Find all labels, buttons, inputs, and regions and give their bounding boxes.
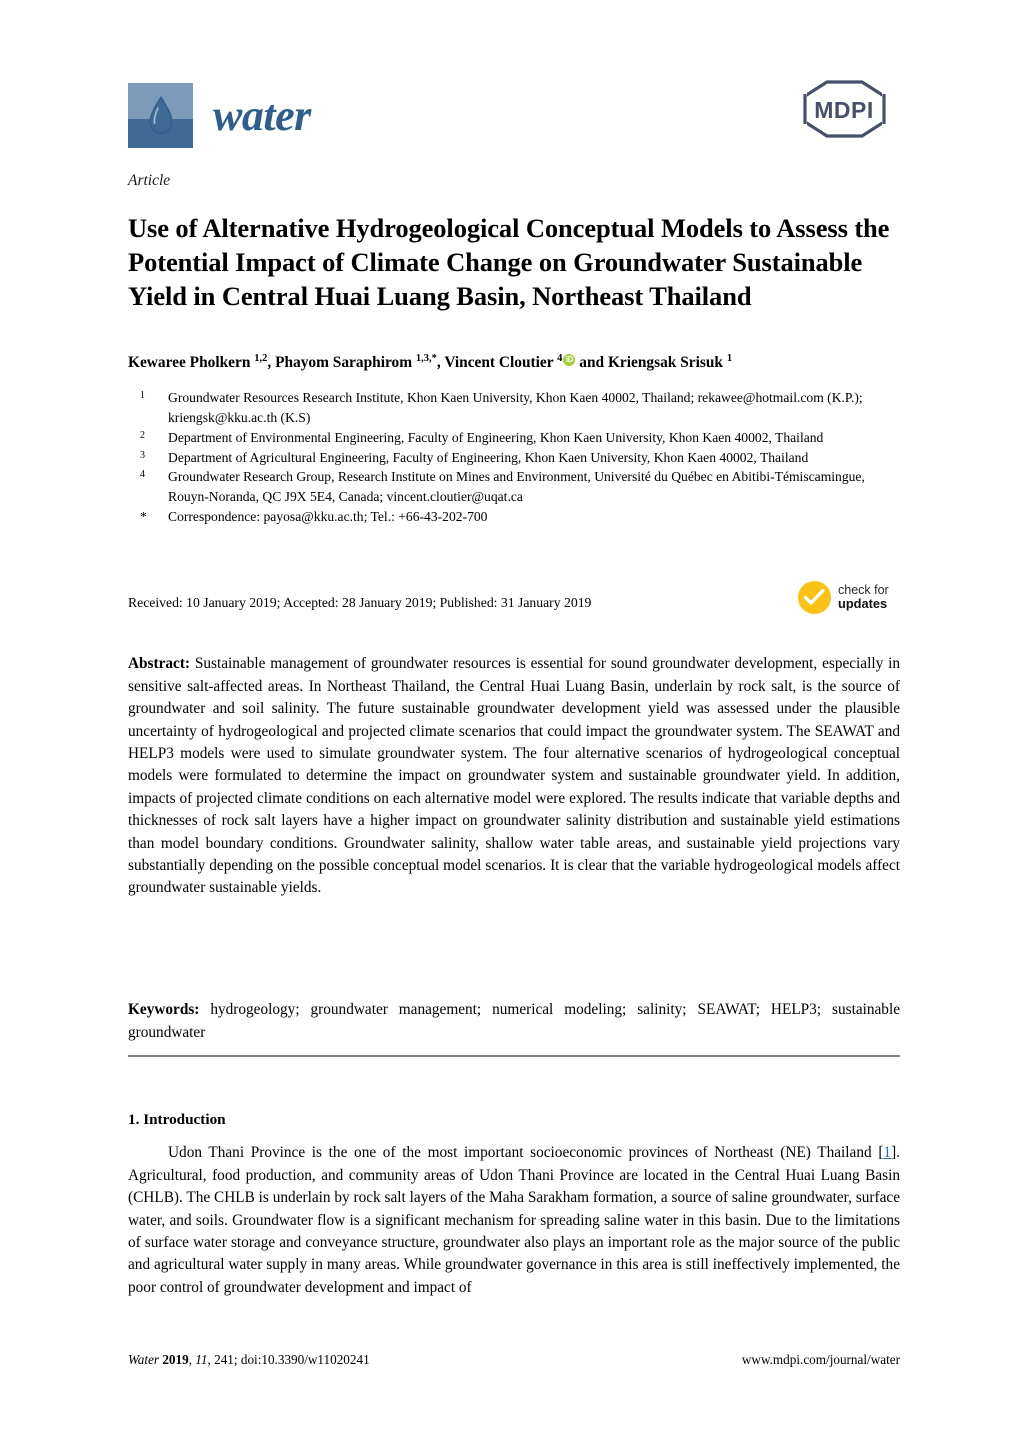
check-mark-icon xyxy=(798,581,831,614)
affiliation-text: Department of Agricultural Engineering, Faculty of Engineering, Khon Kaen University, Khon Kaen 40002, Thailand xyxy=(168,449,809,465)
cfu-line-1: check for xyxy=(838,582,889,597)
footer-doi: doi:10.3390/w11020241 xyxy=(240,1352,370,1367)
footer-journal-name: Water xyxy=(128,1352,160,1367)
page-footer xyxy=(128,1352,900,1368)
author-separator: , xyxy=(267,354,276,371)
author-affiliation-marker: 4 xyxy=(557,352,563,364)
mdpi-logo[interactable] xyxy=(797,78,892,140)
author-name: Kewaree Pholkern xyxy=(128,354,255,371)
orcid-icon[interactable]: iD xyxy=(563,354,575,366)
svg-text:MDPI: MDPI xyxy=(814,97,874,123)
cfu-line-2: updates xyxy=(838,595,888,611)
water-droplet-icon xyxy=(128,83,193,148)
page-title: Use of Alternative Hydrogeological Conceptual Models to Assess the Potential Impact of Climate Change on Groundwater Sustainable Yield in Central Huai Luang Basin, Northeast Thailand xyxy=(128,212,890,312)
affiliation-text: Groundwater Research Group, Research Institute on Mines and Environment, Université du Québec en Abitibi-Témiscamingue, Rouyn-Noranda, QC J9X 5E4, Canada; vincent.cloutier@uqat.ca xyxy=(168,469,865,505)
section-heading-introduction: 1. Introduction xyxy=(128,1110,226,1128)
author-name: Phayom Saraphirom xyxy=(275,354,416,371)
footer-journal-url[interactable]: www.mdpi.com/journal/water xyxy=(741,1352,900,1367)
masthead xyxy=(128,83,892,149)
author-affiliation-marker: 1,3,* xyxy=(415,352,437,364)
footer-citation: Water 2019, 11, 241; doi:10.3390/w11020241 xyxy=(128,1352,370,1367)
affiliation-list xyxy=(128,388,903,527)
journal-logo[interactable] xyxy=(128,83,311,148)
author-separator: , xyxy=(436,354,445,371)
article-type-label: Article xyxy=(128,172,171,189)
keywords xyxy=(128,999,900,1044)
abstract-label: Abstract: xyxy=(128,655,191,673)
author-affiliation-marker: 1,2 xyxy=(254,352,268,364)
check-for-updates-badge[interactable] xyxy=(798,578,906,616)
introduction-paragraph xyxy=(128,1142,900,1299)
affiliation-text: Correspondence: payosa@kku.ac.th; Tel.: +66-43-202-700 xyxy=(168,509,488,525)
affiliation-row xyxy=(128,428,903,448)
author-name: Vincent Cloutier xyxy=(444,354,558,371)
abstract xyxy=(128,653,900,899)
affiliation-marker: 4 xyxy=(140,469,145,481)
abstract-text: Sustainable management of groundwater resources is essential for sound groundwater development, especially in sensitive salt-affected areas. In Northeast Thailand, the Central Huai Luang Basin, underlain by rock salt, is the source of groundwater and soil salinity. The future sustainable groundwater development yield was assessed under the plausible uncertainty of hydrogeological and projected climate scenarios that could impact the groundwater system. The SEAWAT and HELP3 models were used to simulate groundwater system. The four alternative scenarios of hydrogeological conceptual models were formulated to determine the impact on groundwater system and sustainable groundwater yield. In addition, impacts of projected climate conditions on each alternative model were explored. The results indicate that variable depths and thicknesses of rock salt layers have a higher impact on groundwater salinity distribution and sustainable yield estimations than model boundary conditions. Groundwater salinity, shallow water table areas, and sustainable yield projections vary substantially depending on the possible conceptual model scenarios. It is clear that the variable hydrogeological models affect groundwater sustainable yields. xyxy=(128,655,900,897)
affiliation-row xyxy=(128,507,903,527)
paragraph-part-1: Udon Thani Province is the one of the most important socioeconomic provinces of Northeast (NE) Thailand [ xyxy=(168,1144,884,1162)
affiliation-text: Department of Environmental Engineering, Faculty of Engineering, Khon Kaen University, Khon Kaen 40002, Thailand xyxy=(168,429,824,445)
author-list xyxy=(128,352,903,374)
section-divider xyxy=(128,1055,900,1057)
affiliation-marker: 3 xyxy=(140,449,145,461)
author-name: Kriengsak Srisuk xyxy=(607,354,727,371)
affiliation-marker: 1 xyxy=(140,390,145,401)
affiliation-marker: * xyxy=(140,509,147,525)
citation-link-1[interactable]: 1 xyxy=(883,1144,892,1162)
keywords-text: hydrogeology; groundwater management; numerical modeling; salinity; SEAWAT; HELP3; sustainable groundwater xyxy=(128,1001,900,1041)
journal-title: water xyxy=(213,90,311,140)
affiliation-row xyxy=(128,467,903,507)
footer-volume: 11 xyxy=(195,1352,208,1367)
publication-dates: Received: 10 January 2019; Accepted: 28 January 2019; Published: 31 January 2019 xyxy=(128,595,592,610)
check-for-updates-text xyxy=(838,583,889,611)
footer-year: 2019 xyxy=(162,1352,189,1367)
author-affiliation-marker: 1 xyxy=(726,352,733,364)
affiliation-marker: 2 xyxy=(140,429,145,441)
footer-article-number: 241 xyxy=(214,1352,234,1367)
author-separator: and xyxy=(575,354,608,371)
keywords-label: Keywords: xyxy=(128,1001,200,1019)
affiliation-text: Groundwater Resources Research Institute, Khon Kaen University, Khon Kaen 40002, Thailand; rekawee@hotmail.com (K.P.); kriengsk@kku.ac.th (K.S) xyxy=(168,390,863,425)
affiliation-row xyxy=(128,448,903,468)
paragraph-part-2: ]. Agricultural, food production, and community areas of Udon Thani Province are located in the Central Huai Luang Basin (CHLB). The CHLB is underlain by rock salt layers of the Maha Sarakham formation, a source of saline groundwater, surface water, and soils. Groundwater flow is a significant mechanism for spreading saline water in this basin. Due to the limitations of surface water storage and conveyance structure, groundwater also plays an important role as the major source of the public and agricultural water supply in many areas. While groundwater governance in this area is still ineffectively implemented, the poor control of groundwater development and impact of xyxy=(128,1144,900,1296)
affiliation-row xyxy=(128,388,903,428)
